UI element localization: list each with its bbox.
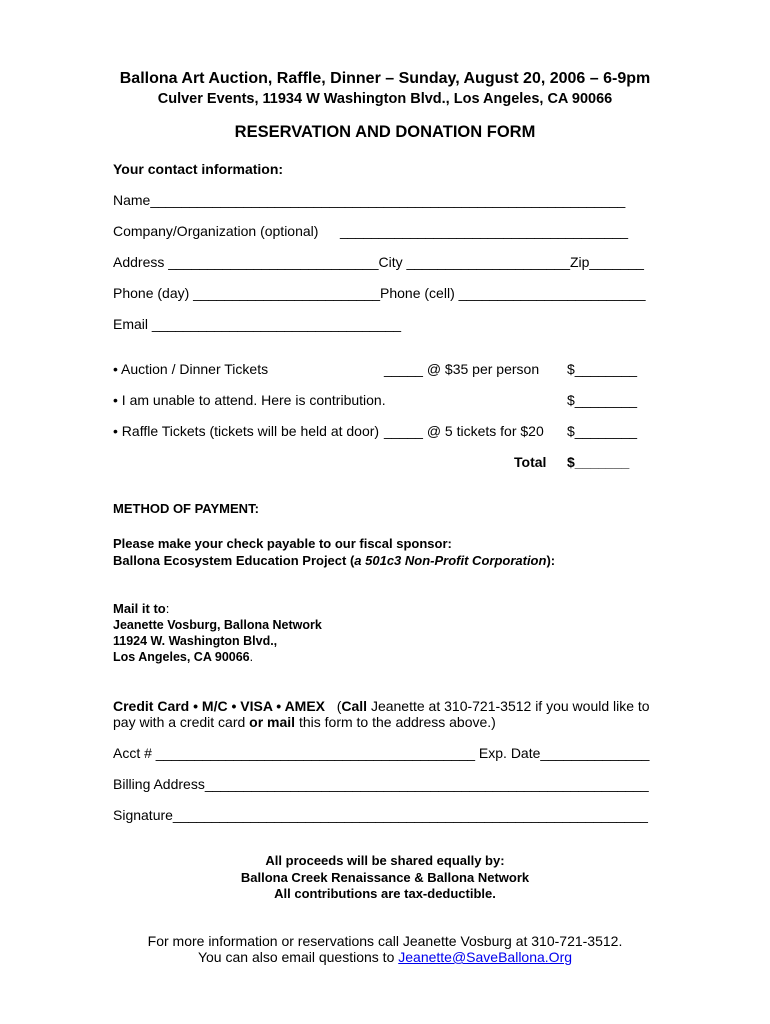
footer-email-line: You can also email questions to Jeanette@SaveBallona.Org xyxy=(197,949,573,965)
email-link[interactable]: Jeanette@SaveBallona.Org xyxy=(398,949,573,965)
proceeds-line-1: All proceeds will be shared equally by: xyxy=(265,853,505,868)
item-auction-amount[interactable]: $________ xyxy=(567,361,638,377)
check-instructions: Please make your check payable to our fiscal sponsor: xyxy=(113,536,452,551)
proceeds-line-3: All contributions are tax-deductible. xyxy=(274,886,496,901)
credit-card-line-2: pay with a credit card or mail this form to the address above.) xyxy=(113,714,496,730)
event-venue: Culver Events, 11934 W Washington Blvd., Los Angeles, CA 90066 xyxy=(157,91,613,107)
payment-heading: METHOD OF PAYMENT: xyxy=(113,501,259,516)
contact-heading: Your contact information: xyxy=(113,161,284,177)
name-field[interactable]: Name_____________________________________________________________ xyxy=(113,192,626,208)
billing-address-field[interactable]: Billing Address_________________________________________________________ xyxy=(113,776,649,792)
address-field[interactable]: Address ___________________________City _____________________Zip_______ xyxy=(113,254,644,270)
item-contribution-label: • I am unable to attend. Here is contribution. xyxy=(113,392,386,408)
footer-info: For more information or reservations call Jeanette Vosburg at 310-721-3512. xyxy=(147,933,623,949)
total-amount[interactable]: $_______ xyxy=(567,454,630,470)
company-field[interactable]: _____________________________________ xyxy=(340,223,629,239)
signature-field[interactable]: Signature_____________________________________________________________ xyxy=(113,807,648,823)
total-label: Total xyxy=(514,454,547,470)
phone-field[interactable]: Phone (day) ________________________Phone (cell) ________________________ xyxy=(113,285,646,301)
form-title: RESERVATION AND DONATION FORM xyxy=(234,123,536,141)
item-auction-label: • Auction / Dinner Tickets xyxy=(113,361,269,377)
mail-street: 11924 W. Washington Blvd., xyxy=(113,634,278,648)
account-field[interactable]: Acct # _________________________________________ Exp. Date______________ xyxy=(113,745,650,761)
credit-card-line: Credit Card • M/C • VISA • AMEX (Call Jeanette at 310-721-3512 if you would like to xyxy=(113,698,650,714)
email-field[interactable]: Email ________________________________ xyxy=(113,316,402,332)
item-contribution-amount[interactable]: $________ xyxy=(567,392,638,408)
proceeds-line-2: Ballona Creek Renaissance & Ballona Network xyxy=(240,870,530,885)
mail-label: Mail it to: xyxy=(113,601,170,616)
item-raffle-amount[interactable]: $________ xyxy=(567,423,638,439)
fiscal-sponsor: Ballona Ecosystem Education Project (a 501c3 Non-Profit Corporation): xyxy=(113,553,556,568)
company-label: Company/Organization (optional) xyxy=(113,223,319,239)
item-auction-qty[interactable]: _____ @ $35 per person xyxy=(384,361,540,377)
item-raffle-qty[interactable]: _____ @ 5 tickets for $20 xyxy=(384,423,544,439)
event-title: Ballona Art Auction, Raffle, Dinner – Sunday, August 20, 2006 – 6-9pm xyxy=(119,70,651,87)
item-raffle-label: • Raffle Tickets (tickets will be held at door) xyxy=(113,423,380,439)
mail-name: Jeanette Vosburg, Ballona Network xyxy=(113,618,322,632)
mail-city: Los Angeles, CA 90066. xyxy=(113,650,254,664)
